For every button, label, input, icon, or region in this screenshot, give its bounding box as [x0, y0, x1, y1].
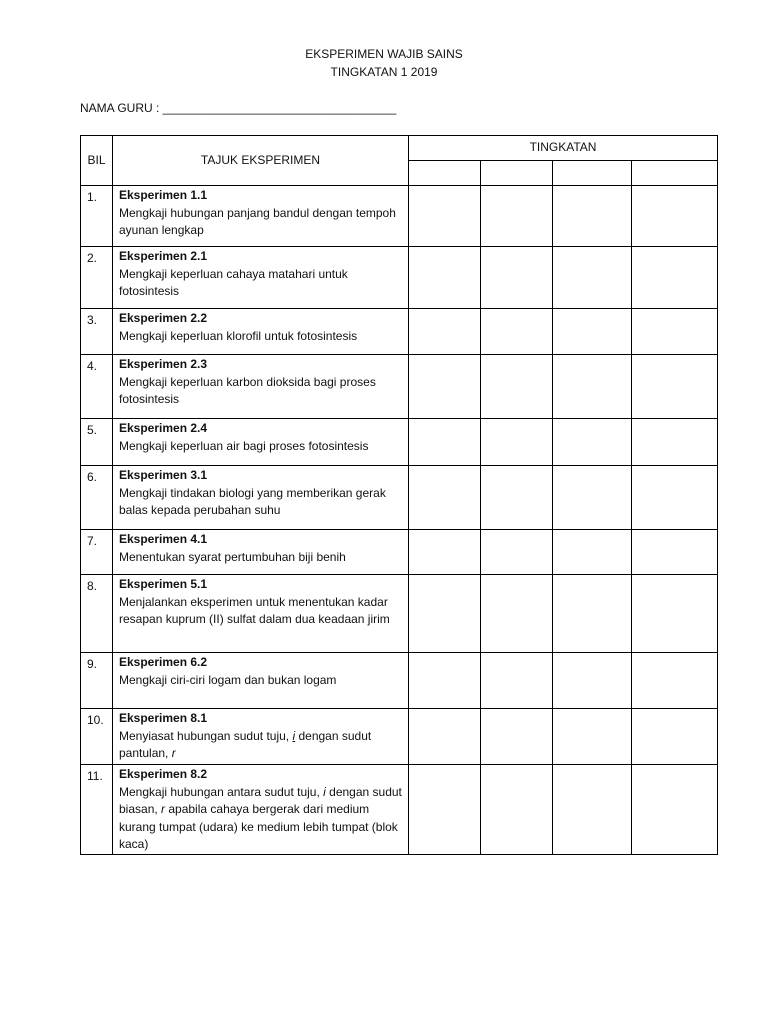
experiment-description: Mengkaji keperluan cahaya matahari untuk fotosintesis [119, 266, 348, 298]
tingkatan-cell [553, 419, 632, 466]
tingkatan-cell [632, 186, 718, 247]
tingkatan-cell [632, 466, 718, 530]
description-text: dengan sudut pantulan, [119, 728, 372, 760]
description-text: Mengkaji hubungan antara sudut tuju, [119, 784, 324, 799]
tingkatan-cell [553, 575, 632, 653]
tingkatan-cell [632, 530, 718, 575]
row-number: 7. [81, 530, 113, 575]
row-number: 9. [81, 653, 113, 709]
tingkatan-cell [632, 709, 718, 765]
tingkatan-cell [632, 419, 718, 466]
tingkatan-cell [481, 161, 553, 186]
tingkatan-cell [409, 530, 481, 575]
tingkatan-cell [553, 709, 632, 765]
experiment-description: Mengkaji keperluan karbon dioksida bagi proses fotosintesis [119, 374, 376, 406]
tingkatan-cell [409, 355, 481, 419]
experiment-cell [113, 466, 409, 530]
table-row [81, 530, 718, 575]
row-number: 11. [81, 765, 113, 855]
tingkatan-cell [481, 575, 553, 653]
document-title: EKSPERIMEN WAJIB SAINS [305, 47, 463, 61]
tingkatan-cell [632, 653, 718, 709]
table-row [81, 419, 718, 466]
table-row [81, 355, 718, 419]
header-tingkatan: TINGKATAN [409, 136, 718, 161]
experiment-name: Eksperimen 2.3 [119, 357, 208, 371]
tingkatan-cell [481, 765, 553, 855]
experiment-cell [113, 355, 409, 419]
experiment-cell [113, 186, 409, 247]
experiment-cell [113, 247, 409, 309]
experiment-cell [113, 765, 409, 855]
tingkatan-cell [409, 466, 481, 530]
row-number: 5. [81, 419, 113, 466]
tingkatan-cell [409, 309, 481, 355]
tingkatan-cell [481, 530, 553, 575]
experiment-name: Eksperimen 8.1 [119, 711, 208, 725]
angle-symbol-i: i [292, 728, 296, 743]
tingkatan-cell [632, 247, 718, 309]
experiment-description: Menentukan syarat pertumbuhan biji benih [119, 549, 346, 564]
tingkatan-cell [553, 186, 632, 247]
table-row [81, 575, 718, 653]
tingkatan-cell [553, 247, 632, 309]
tingkatan-cell [553, 309, 632, 355]
tingkatan-cell [409, 709, 481, 765]
tingkatan-cell [409, 575, 481, 653]
row-number: 8. [81, 575, 113, 653]
header-tajuk-eksperimen: TAJUK EKSPERIMEN [113, 136, 409, 186]
tingkatan-cell [553, 653, 632, 709]
tingkatan-cell [553, 161, 632, 186]
experiment-name: Eksperimen 2.2 [119, 311, 208, 325]
row-number: 1. [81, 186, 113, 247]
experiment-cell [113, 309, 409, 355]
tingkatan-cell [481, 355, 553, 419]
experiment-description: Mengkaji hubungan panjang bandul dengan tempoh ayunan lengkap [119, 205, 396, 237]
tingkatan-cell [632, 575, 718, 653]
table-row [81, 653, 718, 709]
experiment-cell [113, 530, 409, 575]
experiment-description [119, 784, 402, 854]
row-number: 4. [81, 355, 113, 419]
tingkatan-cell [409, 765, 481, 855]
experiment-name: Eksperimen 6.2 [119, 655, 208, 669]
experiment-description: Menjalankan eksperimen untuk menentukan kadar resapan kuprum (II) sulfat dalam dua keadaan jirim [119, 594, 390, 626]
description-text: apabila cahaya bergerak dari medium kurang tumpat (udara) ke medium lebih tumpat (blok kaca) [119, 802, 398, 851]
experiment-description [119, 728, 402, 763]
description-text: Menyiasat hubungan sudut tuju, [119, 728, 293, 743]
table-row [81, 309, 718, 355]
tingkatan-cell [481, 709, 553, 765]
document-subtitle: TINGKATAN 1 2019 [330, 65, 438, 79]
experiment-name: Eksperimen 1.1 [119, 188, 208, 202]
row-number: 3. [81, 309, 113, 355]
tingkatan-cell [632, 161, 718, 186]
experiment-description: Mengkaji ciri-ciri logam dan bukan logam [119, 672, 337, 687]
experiment-description: Mengkaji keperluan air bagi proses fotosintesis [119, 438, 369, 453]
table-header-row [81, 136, 718, 161]
tingkatan-cell [553, 765, 632, 855]
tingkatan-cell [481, 309, 553, 355]
experiment-cell [113, 575, 409, 653]
tingkatan-cell [409, 247, 481, 309]
tingkatan-cell [481, 186, 553, 247]
tingkatan-cell [409, 186, 481, 247]
tingkatan-cell [409, 419, 481, 466]
header-bil: BIL [81, 136, 113, 186]
experiment-name: Eksperimen 4.1 [119, 532, 208, 546]
table-row [81, 466, 718, 530]
tingkatan-cell [481, 247, 553, 309]
tingkatan-cell [553, 530, 632, 575]
teacher-name-field: NAMA GURU : ___________________________________ [80, 101, 397, 115]
experiment-description: Mengkaji tindakan biologi yang memberikan gerak balas kepada perubahan suhu [119, 485, 386, 517]
experiment-name: Eksperimen 8.2 [119, 767, 208, 781]
tingkatan-cell [632, 355, 718, 419]
angle-symbol-r: r [171, 746, 176, 760]
angle-symbol-i: i [323, 784, 326, 799]
tingkatan-cell [632, 309, 718, 355]
experiment-table [80, 135, 718, 855]
experiment-name: Eksperimen 2.4 [119, 421, 208, 435]
tingkatan-cell [553, 355, 632, 419]
experiment-name: Eksperimen 3.1 [119, 468, 208, 482]
experiment-cell [113, 653, 409, 709]
experiment-description: Mengkaji keperluan klorofil untuk fotosintesis [119, 328, 358, 343]
row-number: 6. [81, 466, 113, 530]
tingkatan-cell [481, 466, 553, 530]
table-row [81, 765, 718, 855]
table-row [81, 186, 718, 247]
experiment-cell [113, 419, 409, 466]
tingkatan-cell [553, 466, 632, 530]
tingkatan-cell [481, 653, 553, 709]
tingkatan-cell [632, 765, 718, 855]
experiment-cell [113, 709, 409, 765]
tingkatan-cell [409, 653, 481, 709]
table-row [81, 709, 718, 765]
angle-symbol-r: r [161, 802, 166, 816]
tingkatan-cell [409, 161, 481, 186]
tingkatan-cell [481, 419, 553, 466]
row-number: 2. [81, 247, 113, 309]
experiment-name: Eksperimen 2.1 [119, 249, 208, 263]
experiment-name: Eksperimen 5.1 [119, 577, 208, 591]
table-row [81, 247, 718, 309]
description-text: dengan sudut biasan, [119, 784, 402, 816]
row-number: 10. [81, 709, 113, 765]
